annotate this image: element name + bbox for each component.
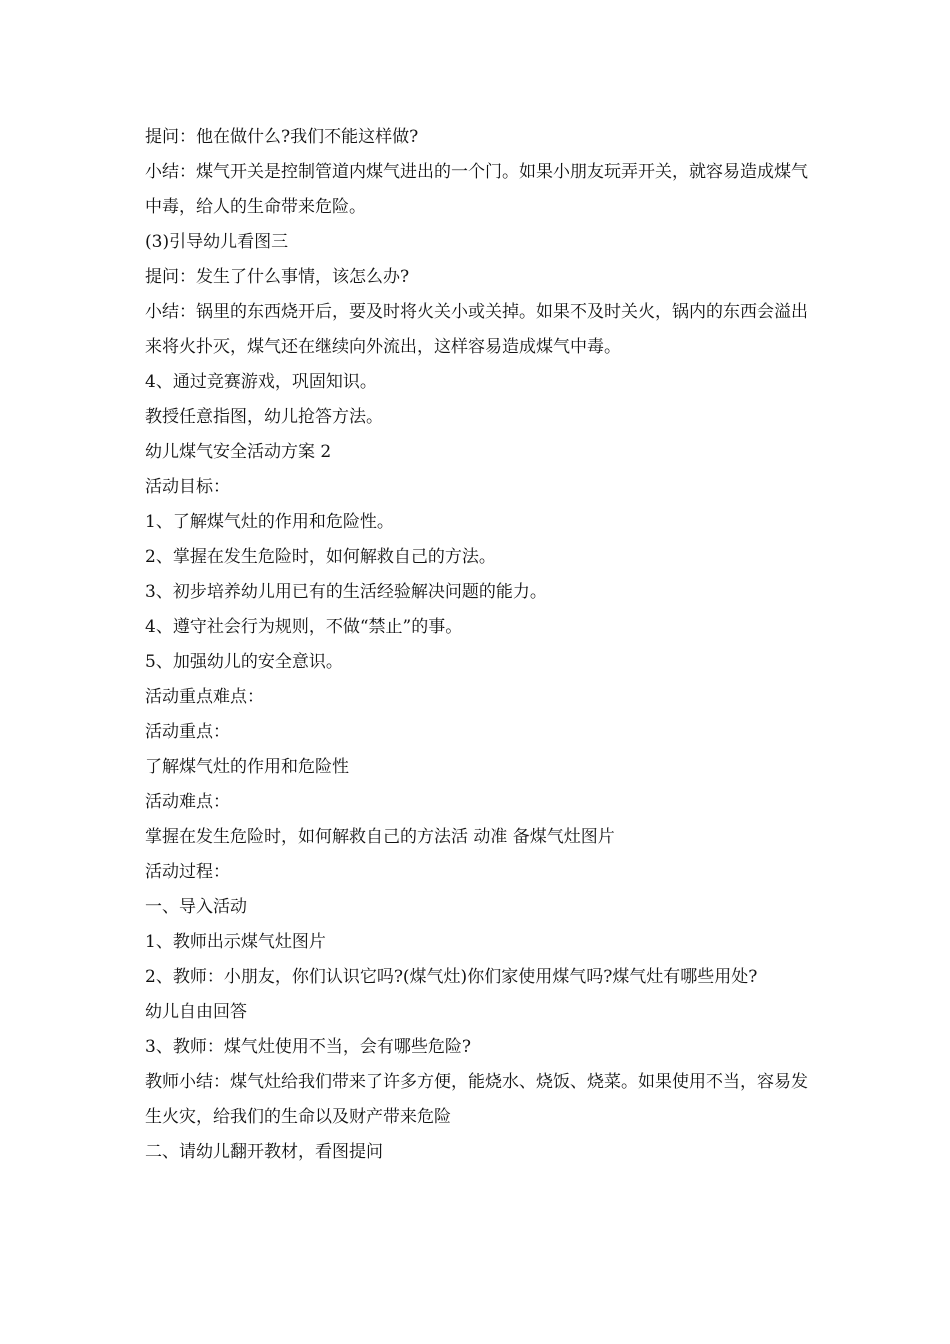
- list-item: 3、初步培养幼儿用已有的生活经验解决问题的能力。: [145, 582, 547, 602]
- list-item: 3、教师：煤气灶使用不当，会有哪些危险?: [145, 1037, 471, 1057]
- paragraph: 小结：锅里的东西烧开后，要及时将火关小或关掉。如果不及时关火，锅内的东西会溢出来将火扑灭，煤气还在继续向外流出，这样容易造成煤气中毒。: [145, 302, 808, 357]
- paragraph: 提问：他在做什么?我们不能这样做?: [145, 127, 419, 147]
- paragraph: 活动目标：: [145, 477, 230, 497]
- paragraph: 教授任意指图，幼儿抢答方法。: [145, 407, 383, 427]
- paragraph: 掌握在发生危险时，如何解救自己的方法活 动准 备煤气灶图片: [145, 827, 615, 847]
- paragraph: 了解煤气灶的作用和危险性: [145, 757, 349, 777]
- paragraph: 提问：发生了什么事情，该怎么办?: [145, 267, 410, 287]
- paragraph: 一、导入活动: [145, 897, 247, 917]
- paragraph: 教师小结：煤气灶给我们带来了许多方便，能烧水、烧饭、烧菜。如果使用不当，容易发生火灾，给我们的生命以及财产带来危险: [145, 1072, 808, 1127]
- list-item: 1、了解煤气灶的作用和危险性。: [145, 512, 394, 532]
- paragraph: 活动重点：: [145, 722, 230, 742]
- list-item: 2、掌握在发生危险时，如何解救自己的方法。: [145, 547, 496, 567]
- section-heading: 幼儿煤气安全活动方案 2: [145, 442, 332, 462]
- paragraph: 活动重点难点：: [145, 687, 264, 707]
- paragraph: (3)引导幼儿看图三: [145, 232, 289, 252]
- paragraph: 活动过程：: [145, 862, 230, 882]
- paragraph: 二、请幼儿翻开教材，看图提问: [145, 1142, 383, 1162]
- paragraph: 活动难点：: [145, 792, 230, 812]
- paragraph: 4、通过竞赛游戏，巩固知识。: [145, 372, 377, 392]
- list-item: 1、教师出示煤气灶图片: [145, 932, 326, 952]
- list-item: 4、遵守社会行为规则，不做“禁止”的事。: [145, 617, 463, 637]
- paragraph: 幼儿自由回答: [145, 1002, 247, 1022]
- list-item: 2、教师：小朋友，你们认识它吗?(煤气灶)你们家使用煤气吗?煤气灶有哪些用处?: [145, 967, 758, 987]
- paragraph: 小结：煤气开关是控制管道内煤气进出的一个门。如果小朋友玩弄开关，就容易造成煤气中毒，给人的生命带来危险。: [145, 162, 808, 217]
- document-body: [145, 120, 810, 1170]
- list-item: 5、加强幼儿的安全意识。: [145, 652, 343, 672]
